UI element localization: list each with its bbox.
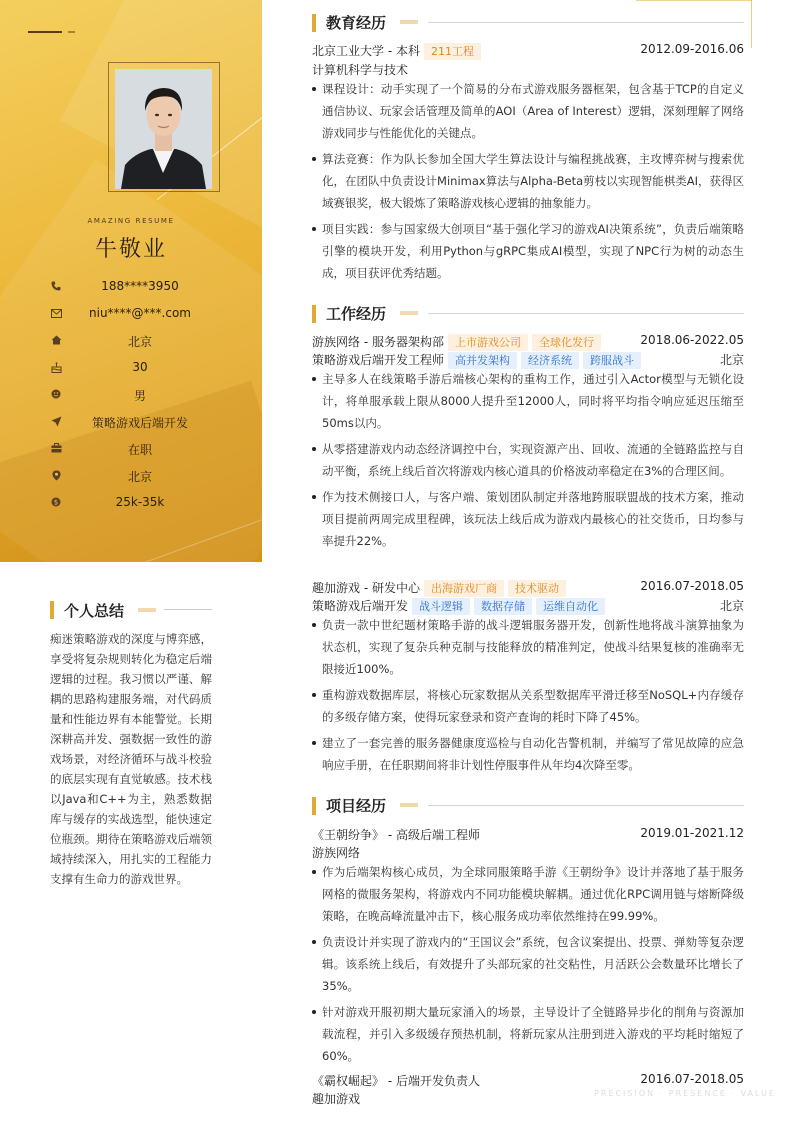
info-row-city: [0, 466, 262, 493]
company-tag: 技术驱动: [508, 580, 566, 597]
project-1-period: 2019.01-2021.12: [640, 826, 744, 840]
project-1-bullets: [312, 861, 744, 1071]
school-tag: 211工程: [424, 43, 481, 60]
summary-title: 个人总结: [64, 602, 125, 620]
education-bullets: [312, 78, 744, 288]
major: 计算机科学与技术: [312, 63, 409, 77]
info-row-phone: [0, 277, 262, 304]
summary-title-deco: [138, 608, 156, 612]
job-1-position-row: [312, 350, 744, 368]
education-section-header: [312, 12, 744, 32]
send-icon: [50, 415, 62, 427]
briefcase-icon: [50, 442, 62, 454]
user-icon: [50, 388, 62, 400]
project-2-name: 《霸权崛起》 - 后端开发负责人: [312, 1074, 480, 1088]
phone-icon: [50, 280, 62, 292]
job-2-bullets: [312, 614, 744, 780]
info-row-home: [0, 331, 262, 358]
list-item: 项目实践：参与国家级大创项目“基于强化学习的游戏AI决策系统”，负责后端策略引擎的模块开发，利用Python与gRPC集成AI模型，实现了NPC行为树的动态生成，项目获评优秀结题。: [312, 218, 744, 284]
projects-title: 项目经历: [326, 797, 387, 815]
age-text: 30: [132, 360, 148, 374]
list-item: 建立了一套完善的服务器健康度巡检与自动化告警机制，并编写了常见故障的应急响应手册，在任职期间将非计划性停服事件从年均4次降至零。: [312, 732, 744, 776]
skill-tag: 战斗逻辑: [412, 598, 470, 615]
info-row-salary: [0, 493, 262, 520]
project-1-org: 游族网络: [312, 846, 361, 860]
job-2-period: 2016.07-2018.05: [640, 579, 744, 593]
skill-tag: 经济系统: [521, 352, 579, 369]
tagline: AMAZING RESUME: [87, 217, 175, 225]
city-text: 北京: [127, 470, 152, 484]
phone-text: 188****3950: [101, 279, 179, 293]
project-2-period: 2016.07-2018.05: [640, 1072, 744, 1086]
project-1-header-row: [312, 825, 744, 843]
person-name: 牛敬业: [94, 237, 167, 262]
list-item: 作为后端架构核心成员，为全球同服策略手游《王朝纷争》设计并落地了基于服务网格的微服务架构，将游戏内不同功能模块解耦。通过优化RPC调用链与熔断降级策略，在晚高峰流量冲击下，核心服务成功率依然维持在99.99%。: [312, 861, 744, 927]
job-status-text: 在职: [127, 443, 152, 457]
skill-tag: 高并发架构: [448, 352, 517, 369]
contact-info-list: [0, 277, 262, 520]
list-item: 针对游戏开服初期大量玩家涌入的场景，主导设计了全链路异步化的削角与资源加载流程，并引入多级缓存预热机制，将新玩家从注册到进入游戏的平均耗时缩短了60%。: [312, 1001, 744, 1067]
list-item: 负责设计并实现了游戏内的“王国议会”系统，包含议案提出、投票、弹劾等复杂逻辑。该系统上线后，有效提升了头部玩家的社交粘性，月活跃公会数量环比增长了35%。: [312, 931, 744, 997]
education-major-row: [312, 60, 744, 78]
projects-section-header: [312, 795, 744, 815]
skill-tag: 跨服战斗: [583, 352, 641, 369]
money-icon: [50, 496, 62, 508]
location-icon: [50, 469, 62, 481]
job-2-position-row: [312, 596, 744, 614]
home-icon: [50, 334, 62, 346]
email-text: niu****@***.com: [89, 306, 191, 320]
skill-tag: 运维自动化: [536, 598, 605, 615]
education-title: 教育经历: [326, 14, 387, 32]
education-header-row: [312, 41, 744, 59]
salary-text: 25k-35k: [115, 495, 165, 509]
list-item: 算法竞赛：作为队长参加全国大学生算法设计与编程挑战赛，主攻博弈树与搜索优化，在团队中负责设计Minimax算法与Alpha-Beta剪枝以实现智能棋类AI，获得区域赛银奖，极大锻炼了策略游戏核心逻辑的抽象能力。: [312, 148, 744, 214]
list-item: 负责一款中世纪题材策略手游的战斗逻辑服务器开发，创新性地将战斗演算抽象为状态机，实现了复杂兵种克制与技能释放的精准判定，使战斗结果复核的准确率无限接近100%。: [312, 614, 744, 680]
info-row-status: [0, 439, 262, 466]
summary-text: 痴迷策略游戏的深度与博弈感，享受将复杂规则转化为稳定后端逻辑的过程。我习惯以严谨、解耦的思路构建服务端，对代码质量和性能边界有本能警觉。长期深耕高并发、强数据一致性的游戏场景，对经济循环与战斗校验的底层实现有直觉敏感。技术栈以Java和C++为主，熟悉数据库与缓存的实战选型，能快速定位瓶颈。期待在策略游戏后端领域持续深入，用扎实的工程能力支撑有生命力的游戏世界。: [50, 632, 212, 886]
job-1-position: 策略游戏后端开发工程师: [312, 353, 445, 367]
svg-text:$: $: [53, 498, 59, 507]
job-1-company: 游族网络 - 服务器架构部: [312, 335, 444, 349]
info-row-gender: [0, 385, 262, 412]
mail-icon: [50, 307, 62, 319]
gender-text: 男: [133, 389, 146, 403]
job-1-bullets: [312, 368, 744, 556]
job-1-period: 2018.06-2022.05: [640, 333, 744, 347]
education-period: 2012.09-2016.06: [640, 42, 744, 56]
project-2-header-row: [312, 1071, 744, 1089]
cake-icon: [50, 361, 62, 373]
list-item: 作为技术侧接口人，与客户端、策划团队制定并落地跨服联盟战的技术方案，推动项目提前两周完成里程碑，该玩法上线后成为游戏内最核心的社交货币，日均参与率提升22%。: [312, 486, 744, 552]
job-2-city: 北京: [719, 599, 744, 613]
target-position-text: 策略游戏后端开发: [91, 416, 188, 430]
corner-decoration: [636, 0, 752, 1]
company-tag: 出海游戏厂商: [424, 580, 504, 597]
corner-decoration-vertical: [751, 0, 752, 48]
info-row-position: [0, 412, 262, 439]
job-2-company: 趣加游戏 - 研发中心: [312, 581, 420, 595]
skill-tag: 数据存储: [474, 598, 532, 615]
job-2-position: 策略游戏后端开发: [312, 599, 409, 613]
work-title: 工作经历: [326, 305, 387, 323]
hometown-text: 北京: [127, 335, 152, 349]
job-1-header-row: [312, 332, 744, 350]
work-section-header: [312, 303, 744, 323]
job-1-city: 北京: [719, 353, 744, 367]
list-item: 从零搭建游戏内动态经济调控中台，实现资源产出、回收、流通的全链路监控与自动平衡，系统上线后首次将游戏内核心道具的价格波动率稳定在3%的合理区间。: [312, 438, 744, 482]
list-item: 重构游戏数据库层，将核心玩家数据从关系型数据库平滑迁移至NoSQL+内存缓存的多级存储方案，使得玩家登录和资产查询的耗时下降了45%。: [312, 684, 744, 728]
project-2-org: 趣加游戏: [312, 1092, 361, 1106]
info-row-age: [0, 358, 262, 385]
school-name: 北京工业大学 - 本科: [312, 44, 420, 58]
profile-photo: [115, 69, 212, 189]
summary-title-line: [164, 609, 212, 610]
list-item: 主导多人在线策略手游后端核心架构的重构工作，通过引入Actor模型与无锁化设计，将单服承载上限从8000人提升至12000人，同时将平均指令响应延迟压缩至50ms以内。: [312, 368, 744, 434]
summary-title-bar: [50, 601, 54, 619]
project-1-name: 《王朝纷争》 - 高级后端工程师: [312, 828, 480, 842]
decorative-dash: [28, 31, 62, 33]
decorative-dash-small: [68, 31, 75, 33]
job-2-header-row: [312, 578, 744, 596]
company-tag: 上市游戏公司: [448, 334, 528, 351]
info-row-email: [0, 304, 262, 331]
footer-watermark: PRECISION · PRESENCE · VALUE: [594, 1089, 776, 1098]
company-tag: 全球化发行: [532, 334, 601, 351]
project-1-org-row: [312, 843, 744, 861]
list-item: 课程设计：动手实现了一个简易的分布式游戏服务器框架，包含基于TCP的自定义通信协议、玩家会话管理及简单的AOI（Area of Interest）逻辑，深刻理解了网络游戏同步与性能优化的关键点。: [312, 78, 744, 144]
